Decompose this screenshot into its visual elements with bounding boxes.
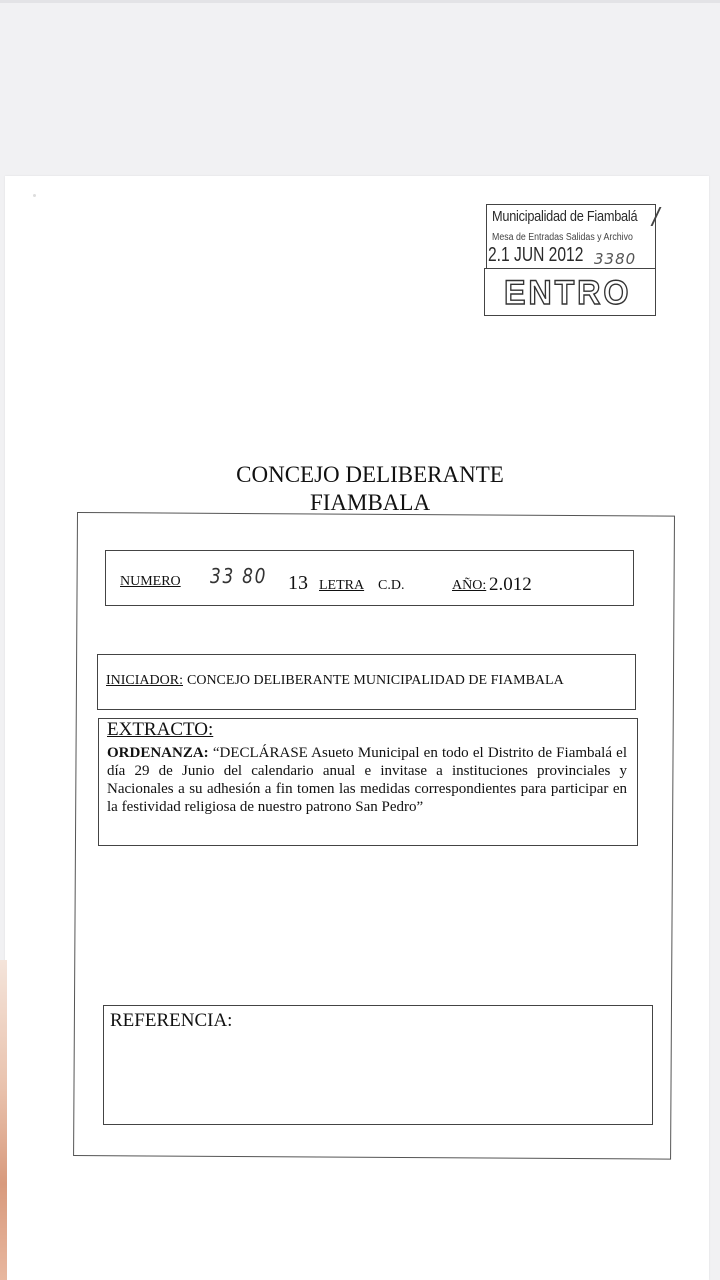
document-subheading: FIAMBALA [309,490,431,515]
status-bar-edge [0,0,720,3]
extracto-title: EXTRACTO: [107,719,214,740]
stamp-handwritten-number: 3380 [594,250,637,268]
extracto-lead: ORDENANZA: [107,745,209,761]
anio-value: 2.012 [489,574,532,595]
extracto-text [107,744,627,816]
numero-box [105,550,634,606]
numero-value: 13 [288,572,308,594]
viewer-background [0,0,720,176]
referencia-title: REFERENCIA: [110,1010,233,1031]
document-heading: CONCEJO DELIBERANTE [236,462,504,487]
numero-label: NUMERO [120,574,181,589]
numero-handwritten: 33 80 [210,564,268,588]
letra-value: C.D. [378,578,405,593]
page-edge-strip [0,960,7,1280]
stamp-date: 2.1 JUN 2012 [488,244,584,266]
stamp-status: ENTRO [504,274,632,312]
letra-label: LETRA [319,578,365,593]
stamp-mark: / [652,202,660,232]
stamp-municipality: Municipalidad de Fiambalá [492,208,638,225]
scan-speck [33,194,36,197]
iniciador-value: CONCEJO DELIBERANTE MUNICIPALIDAD DE FIAMBALA [187,673,564,688]
iniciador-label: INICIADOR: [106,673,183,688]
extracto-body: “DECLÁRASE Asueto Municipal en todo el Distrito de Fiambalá el día 29 de Junio del calendario anual e invitase a instituciones provinciales y Nacionales a su adhesión a fin tomen las medidas correspondientes para participar en la festividad religiosa de nuestro patrono San Pedro” [107,745,627,815]
anio-label: AÑO: [452,578,487,593]
stamp-office: Mesa de Entradas Salidas y Archivo [492,232,633,243]
reception-stamp [482,200,658,318]
